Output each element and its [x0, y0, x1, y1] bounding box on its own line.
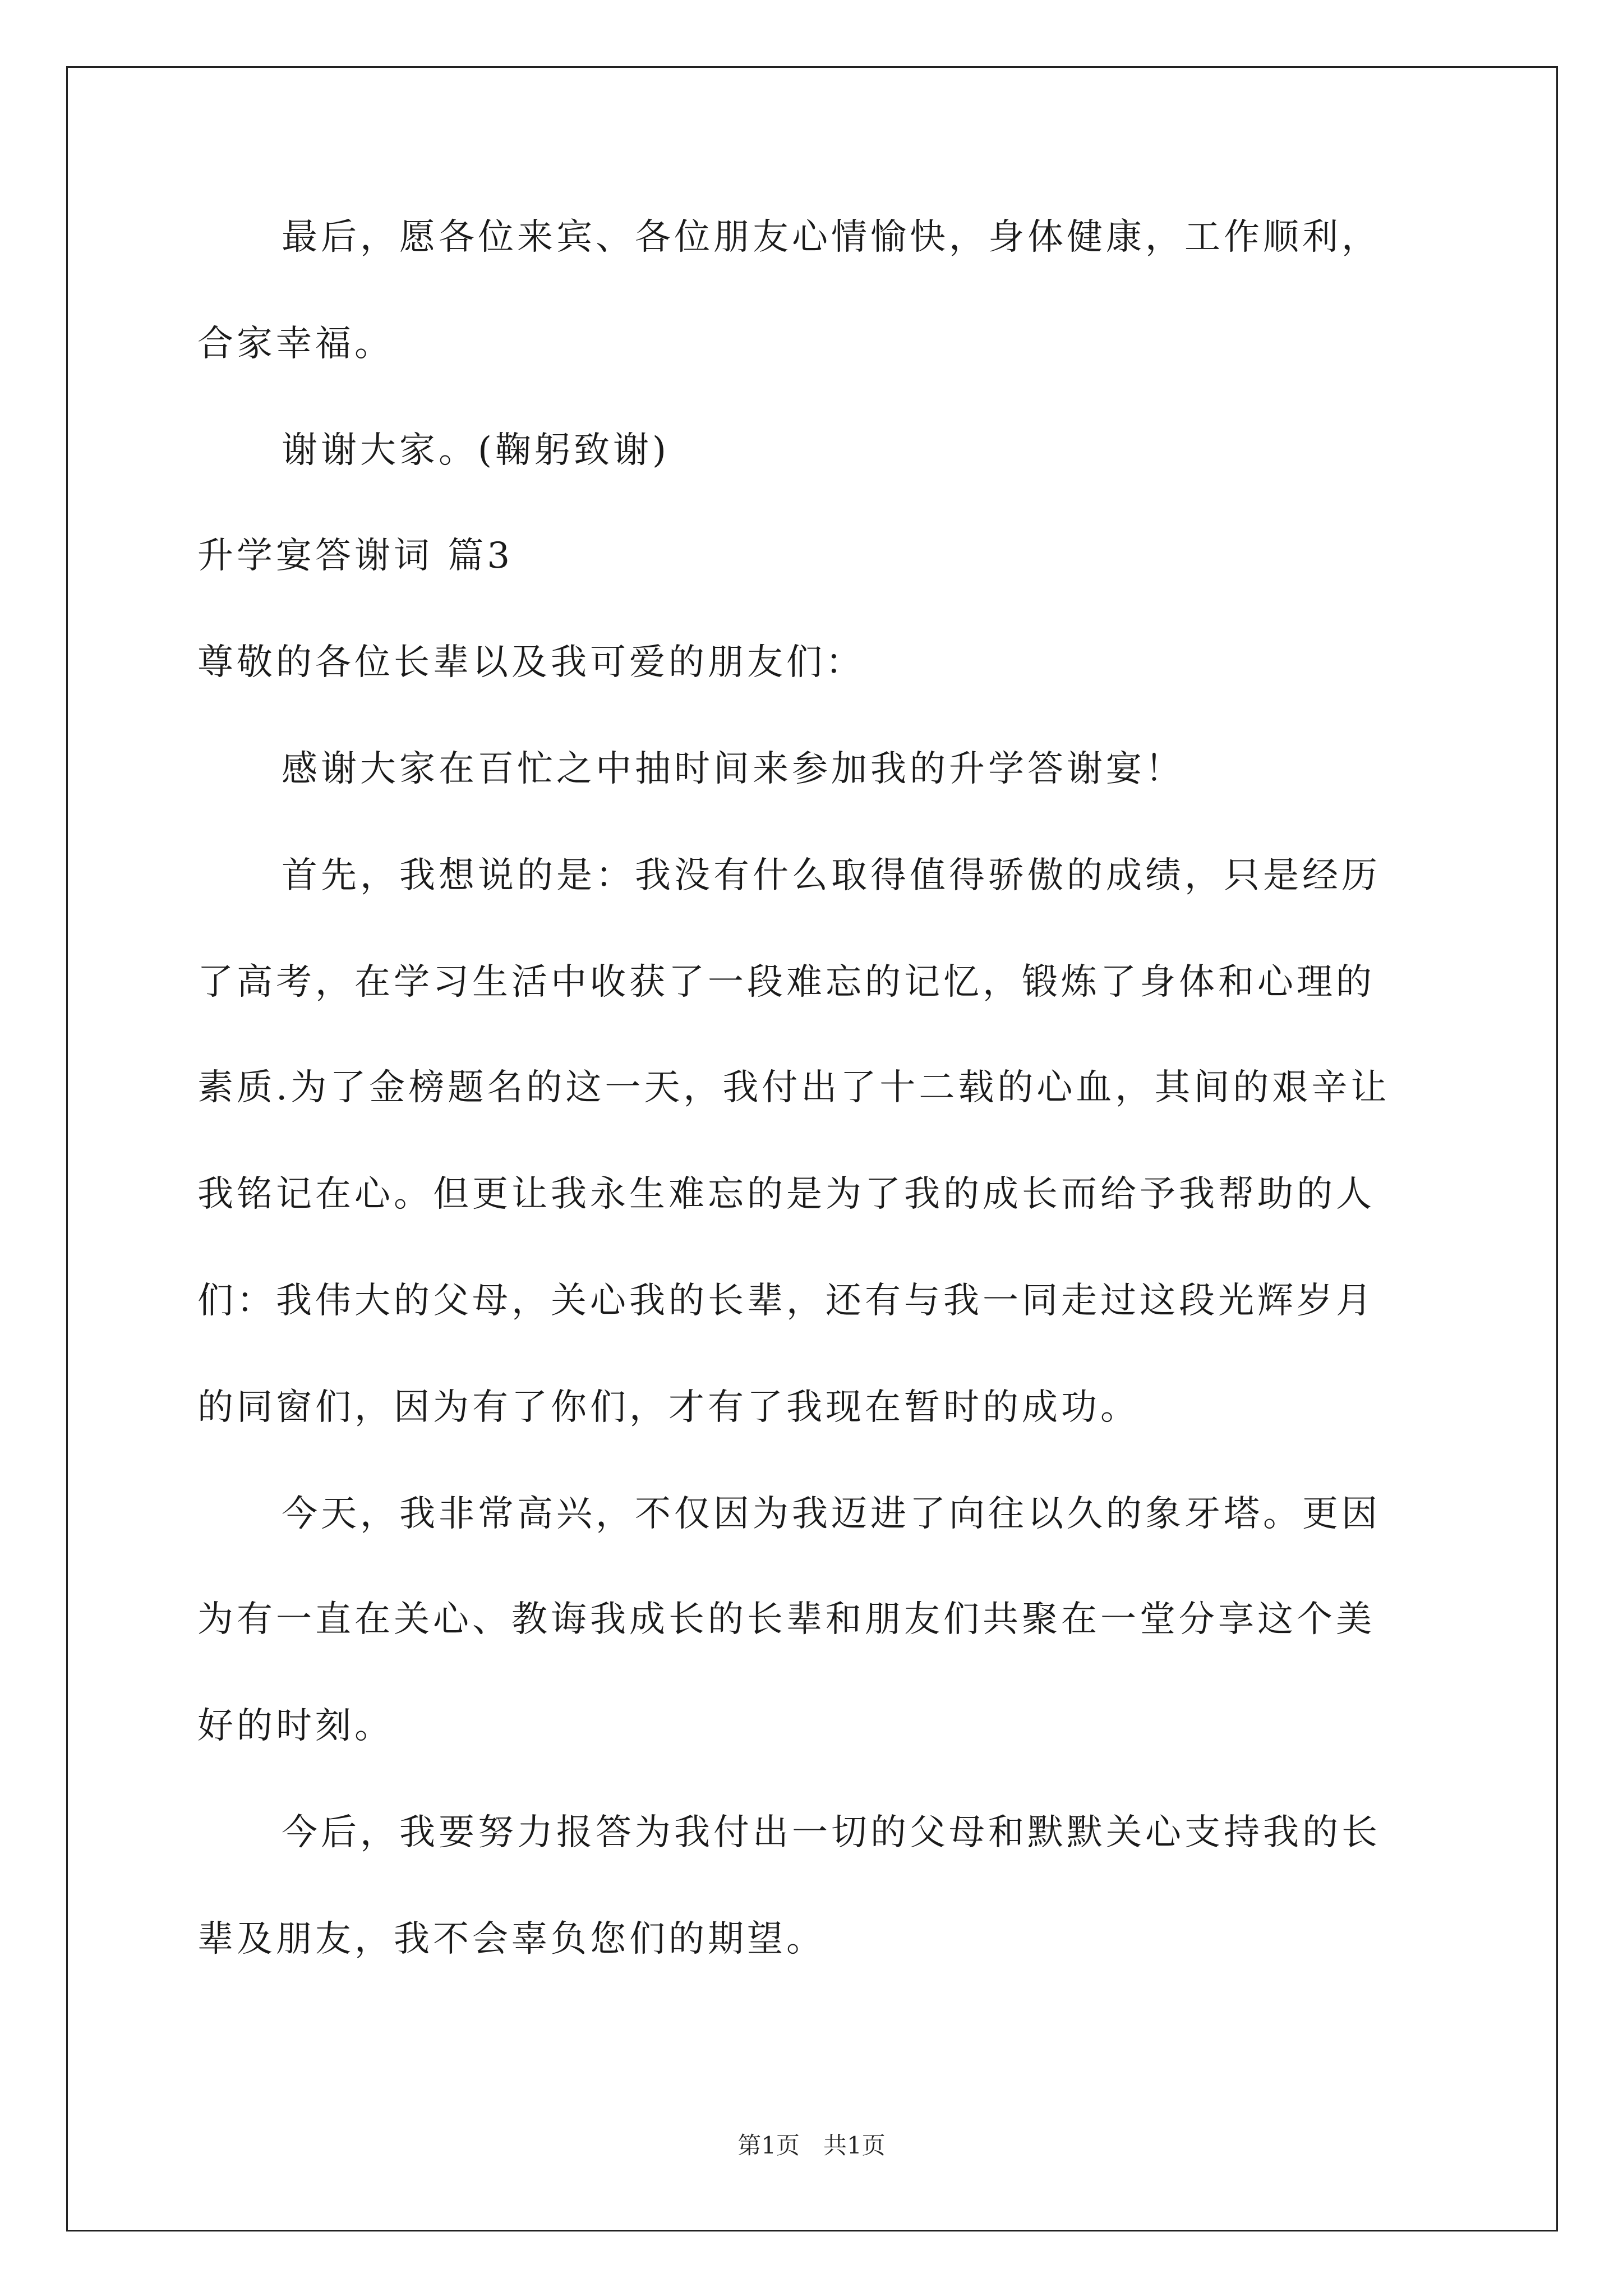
paragraph-line: 我铭记在心。但更让我永生难忘的是为了我的成长而给予我帮助的人 [197, 1174, 1375, 1215]
paragraph-line: 的同窗们，因为有了你们，才有了我现在暂时的成功。 [197, 1387, 1140, 1428]
paragraph-line: 合家幸福。 [197, 323, 394, 365]
paragraph-line: 好的时刻。 [197, 1705, 394, 1747]
paragraph-line: 了高考，在学习生活中收获了一段难忘的记忆，锻炼了身体和心理的 [197, 961, 1375, 1003]
paragraph-line: 为有一直在关心、教诲我成长的长辈和朋友们共聚在一堂分享这个美 [197, 1599, 1375, 1640]
paragraph-line: 谢谢大家。(鞠躬致谢) [282, 430, 670, 471]
salutation: 尊敬的各位长辈以及我可爱的朋友们： [197, 642, 865, 683]
page-number-footer: 第1页 共1页 [737, 2132, 886, 2159]
paragraph-line: 最后，愿各位来宾、各位朋友心情愉快，身体健康，工作顺利， [282, 217, 1381, 258]
paragraph-line: 首先，我想说的是：我没有什么取得值得骄傲的成绩，只是经历 [282, 855, 1381, 896]
paragraph-line: 今后，我要努力报答为我付出一切的父母和默默关心支持我的长 [282, 1812, 1381, 1853]
paragraph-line: 感谢大家在百忙之中抽时间来参加我的升学答谢宴！ [282, 748, 1184, 790]
paragraph-line: 辈及朋友，我不会辜负您们的期望。 [197, 1918, 826, 1960]
page-border [66, 66, 1558, 2231]
paragraph-line: 们：我伟大的父母，关心我的长辈，还有与我一同走过这段光辉岁月 [197, 1280, 1375, 1322]
paragraph-line: 素质.为了金榜题名的这一天，我付出了十二载的心血，其间的艰辛让 [197, 1067, 1390, 1108]
paragraph-line: 今天，我非常高兴，不仅因为我迈进了向往以久的象牙塔。更因 [282, 1493, 1381, 1535]
section-heading: 升学宴答谢词 篇3 [197, 535, 514, 577]
